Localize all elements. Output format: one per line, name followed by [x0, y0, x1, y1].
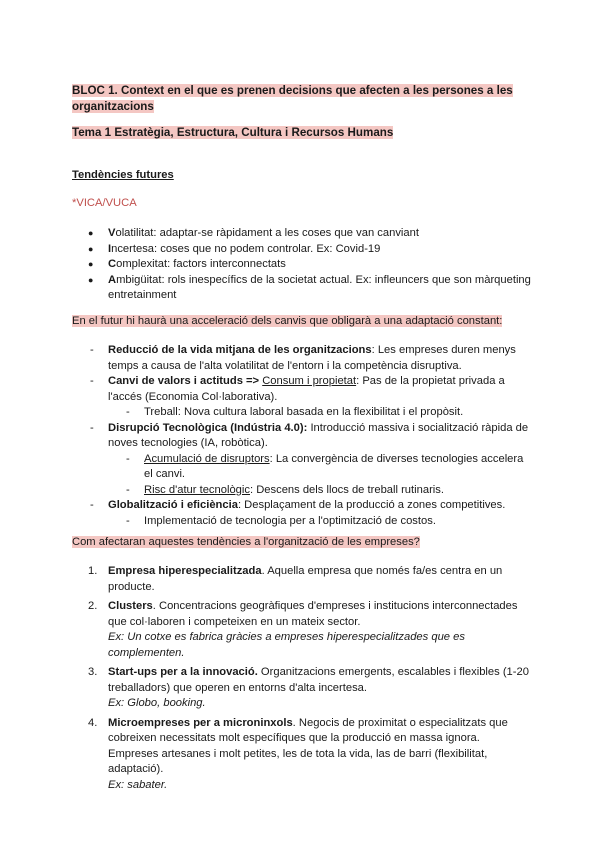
bloc-title-line1: BLOC 1. Context en el que es prenen decisions que afecten a les persones a les — [72, 84, 513, 97]
com-question: Com afectaran aquestes tendències a l'organització de les empreses? — [72, 536, 420, 548]
vica-list — [72, 226, 532, 304]
list-item: 3. Start-ups per a la innovació. Organitzacions emergents, escalables i flexibles (1-20 treballadors) que operen en entorns d'alta incertesa. Ex: Globo, booking. — [88, 666, 529, 709]
tema-title — [72, 125, 393, 142]
future-intro: En el futur hi haurà una acceleració dels canvis que obligarà a una adaptació constant: — [72, 315, 503, 327]
list-item: - Canvi de valors i actituds => Consum i propietat: Pas de la propietat privada a l'accés (Economia Col·laborativa). - Treball: Nova cultura laboral basada en la flexibilitat i el propòsit. — [72, 374, 532, 421]
list-item: - Implementació de tecnologia per a l'optimització de costos. — [108, 514, 532, 530]
list-item: - Treball: Nova cultura laboral basada en la flexibilitat i el propòsit. — [108, 405, 532, 421]
tendencies-heading: Tendències futures — [72, 169, 174, 181]
list-item: - Risc d'atur tecnològic: Descens dels llocs de treball rutinaris. — [108, 483, 532, 499]
list-item: 1. Empresa hiperespecialitzada. Aquella empresa que només fa/es centra en un producte. — [88, 565, 503, 593]
list-item: - Acumulació de disruptors: La convergència de diverses tecnologies accelera el canvi. — [108, 452, 532, 483]
future-list — [72, 343, 532, 529]
list-item: - Disrupció Tecnològica (Indústria 4.0): Introducció massiva i socialització ràpida de noves tecnologies (IA, robòtica). - Acumulació de disruptors: La convergència de diverses tecnologies accelera el canvi. - Risc d'atur tecnològic: Descens dels llocs de treball rutinaris. — [72, 421, 532, 499]
com-list — [72, 564, 532, 797]
list-item: 2. Clusters. Concentracions geogràfiques d'empreses i institucions interconnectades que col·laboren i competeixen en un mateix sector. Ex: Un cotxe es fabrica gràcies a empreses hiperespecialitzades que es complementen. — [88, 600, 518, 659]
list-item: ● Volatilitat: adaptar-se ràpidament a les coses que van canviant — [72, 226, 532, 242]
vica-label: *VICA/VUCA — [72, 197, 137, 209]
tema-label: Tema 1 Estratègia, Estructura, Cultura i Recursos Humans — [72, 126, 394, 139]
list-item: 4. Microempreses per a microninxols. Negocis de proximitat o especialitzats que cobreixen necessitats molt específiques que la producció en massa ignora. Empreses artesanes i molt petites, les de tota la vida, las de barri (flexibilitat, adaptació). Ex: sabater. — [88, 716, 508, 791]
list-item: ● Complexitat: factors interconnectats — [72, 257, 532, 273]
list-item: - Reducció de la vida mitjana de les organitzacions: Les empreses duren menys temps a causa de l'alta volatilitat de l'entorn i la competència disruptiva. — [72, 343, 532, 374]
bloc-title — [72, 83, 532, 114]
bloc-title-line2: organitzacions — [72, 99, 154, 113]
list-item: - Globalització i eficiència: Desplaçament de la producció a zones competitives. - Implementació de tecnologia per a l'optimització de costos. — [72, 498, 532, 529]
list-item: ● Ambigüitat: rols inespecífics de la societat actual. Ex: infleuncers que son màrqueting entretainment — [72, 273, 532, 304]
list-item: ● Incertesa: coses que no podem controlar. Ex: Covid-19 — [72, 242, 532, 258]
